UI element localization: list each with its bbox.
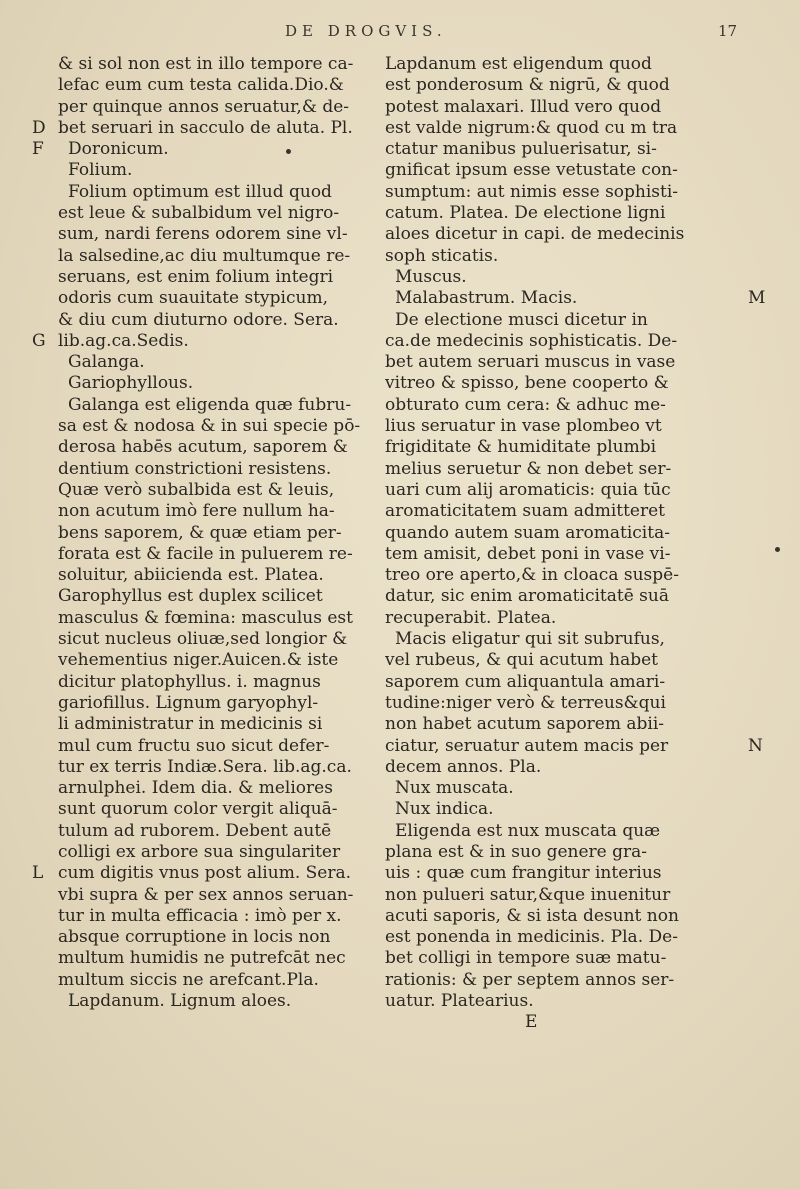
left-column-line: Garophyllus est duplex scilicet (58, 586, 323, 607)
left-column-line: derosa habēs acutum, saporem & (58, 437, 348, 458)
left-column-line: Gariophyllous. (68, 373, 194, 394)
left-column-line: bet seruari in sacculo de aluta. Pl. (58, 117, 353, 138)
left-column-line: multum siccis ne arefcant.Pla. (58, 969, 319, 990)
right-column (385, 54, 700, 1034)
left-column-line: vbi supra & per sex annos seruan- (58, 884, 354, 905)
left-column-line: gariofillus. Lignum garyophyl- (58, 692, 319, 713)
left-column-line: & diu cum diuturno odore. Sera. (58, 309, 339, 330)
right-column-line: obturato cum cera: & adhuc me- (385, 394, 666, 415)
left-column-line: lib.ag.ca.Sedis. (58, 330, 189, 351)
left-column-line: sunt quorum color vergit aliquā- (58, 799, 338, 820)
left-column-line: la salsedine,ac diu multumque re- (58, 245, 351, 266)
right-column-line: recuperabit. Platea. (385, 607, 557, 628)
right-column-line: decem annos. Pla. (385, 756, 542, 777)
left-column-line: soluitur, abiicienda est. Platea. (58, 565, 324, 586)
right-column-line: bet autem seruari muscus in vase (385, 352, 676, 373)
right-column-line: tem amisit, debet poni in vase vi- (385, 543, 671, 564)
left-column-line: tulum ad ruborem. Debent autē (58, 820, 332, 841)
right-column-line: sumptum: aut nimis esse sophisti- (385, 181, 679, 202)
right-column-line: uari cum alij aromaticis: quia tūc (385, 479, 671, 500)
right-column-line: rationis: & per septem annos ser- (385, 969, 675, 990)
right-column-line: Muscus. (395, 266, 467, 287)
left-column-line: cum digitis vnus post alium. Sera. (58, 863, 351, 884)
right-column-line: non habet acutum saporem abii- (385, 714, 665, 735)
right-column-line: Eligenda est nux muscata quæ (395, 820, 661, 841)
right-column-line: melius seruetur & non debet ser- (385, 458, 672, 479)
right-column-line: bet colligi in tempore suæ matu- (385, 948, 667, 969)
right-column-line: acuti saporis, & si ista desunt non (385, 905, 679, 926)
right-column-line: aromaticitatem suam admitteret (385, 501, 666, 522)
left-column-line: absque corruptione in locis non (58, 927, 331, 948)
right-column-line: uatur. Platearius. (385, 991, 534, 1012)
left-column-line: masculus & fœmina: masculus est (58, 607, 353, 628)
ink-blot (775, 547, 780, 552)
right-column-line: soph sticatis. (385, 245, 499, 266)
left-margin-letter: L (32, 863, 44, 884)
left-column-line: Galanga est eligenda quæ fubru- (68, 394, 352, 415)
right-column-line: aloes dicetur in capi. de medecinis (385, 224, 685, 245)
left-column-line: Folium optimum est illud quod (68, 181, 332, 202)
left-column-line: tur ex terris Indiæ.Sera. lib.ag.ca. (58, 756, 352, 777)
right-column-line: vitreo & spisso, bene cooperto & (385, 373, 669, 394)
right-column-line: ca.de medecinis sophisticatis. De- (385, 330, 678, 351)
left-column-line: sa est & nodosa & in sui specie pō- (58, 416, 361, 437)
right-column-line: plana est & in suo genere gra- (385, 841, 648, 862)
right-column-line: Lapdanum est eligendum quod (385, 54, 652, 74)
running-head: DE DROGVIS. (285, 22, 447, 40)
right-column-line: E (525, 1012, 538, 1033)
right-column-line: saporem cum aliquantula amari- (385, 671, 666, 692)
left-column-line: tur in multa efficacia : imò per x. (58, 905, 342, 926)
left-column-line: dicitur platophyllus. i. magnus (58, 671, 321, 692)
left-column-line: vehementius niger.Auicen.& iste (58, 650, 339, 671)
right-column-line: est valde nigrum:& quod cu m tra (385, 117, 678, 138)
left-column-line: forata est & facile in puluerem re- (58, 543, 353, 564)
left-column-line: mul cum fructu suo sicut defer- (58, 735, 330, 756)
left-margin-letter: G (32, 330, 46, 351)
left-column-line: Lapdanum. Lignum aloes. (68, 991, 292, 1012)
left-column-line: dentium constrictioni resistens. (58, 458, 332, 479)
right-column-line: lius seruatur in vase plombeo vt (385, 416, 662, 437)
right-column-line: est ponenda in medicinis. Pla. De- (385, 927, 678, 948)
right-column-line: Macis eligatur qui sit subrufus, (395, 629, 665, 650)
left-column-line: sicut nucleus oliuæ,sed longior & (58, 629, 348, 650)
right-column-line: treo ore aperto,& in cloaca suspē- (385, 565, 679, 586)
left-column-line: Folium. (68, 160, 133, 181)
right-margin-letter: M (748, 288, 766, 309)
left-column-line: Quæ verò subalbida est & leuis, (58, 479, 335, 500)
left-column-line: per quinque annos seruatur,& de- (58, 96, 350, 117)
right-column-line: Nux indica. (395, 799, 494, 820)
left-margin-letter: D (32, 117, 46, 138)
left-column-line: bens saporem, & quæ etiam per- (58, 522, 342, 543)
left-column-line: Doronicum. (68, 139, 169, 160)
right-column-line: ciatur, seruatur autem macis per (385, 735, 669, 756)
right-column-line: potest malaxari. Illud vero quod (385, 96, 662, 117)
left-column-line: lefac eum cum testa calida.Dio.& (58, 75, 344, 96)
right-column-line: uis : quæ cum frangitur interius (385, 863, 662, 884)
left-column-line: seruans, est enim folium integri (58, 266, 334, 287)
right-column-line: vel rubeus, & qui acutum habet (385, 650, 658, 671)
right-column-line: frigiditate & humiditate plumbi (385, 437, 657, 458)
left-column-line: odoris cum suauitate stypicum, (58, 288, 328, 309)
page-number: 17 (718, 22, 738, 40)
right-column-line: catum. Platea. De electione ligni (385, 203, 666, 224)
right-column-line: Nux muscata. (395, 778, 514, 799)
right-margin-letter: N (748, 735, 763, 756)
left-column-line: est leue & subalbidum vel nigro- (58, 203, 340, 224)
left-column-line: arnulphei. Idem dia. & meliores (58, 778, 333, 799)
page-header (0, 20, 800, 50)
right-column-line: gnificat ipsum esse vetustate con- (385, 160, 678, 181)
left-column-line: & si sol non est in illo tempore ca- (58, 54, 354, 74)
left-column-line: Galanga. (68, 352, 145, 373)
left-column-line: non acutum imò fere nullum ha- (58, 501, 335, 522)
left-column (58, 54, 362, 1012)
right-column-line: quando autem suam aromaticita- (385, 522, 670, 543)
right-column-line: tudine:niger verò & terreus&qui (385, 692, 666, 713)
left-margin-letter: F (32, 139, 44, 160)
right-column-line: De electione musci dicetur in (395, 309, 648, 330)
right-column-line: datur, sic enim aromaticitatē suā (385, 586, 669, 607)
left-column-line: colligi ex arbore sua singulariter (58, 841, 341, 862)
left-column-line: multum humidis ne putrefcāt nec (58, 948, 346, 969)
right-column-line: ctatur manibus puluerisatur, si- (385, 139, 657, 160)
ink-blot (286, 149, 291, 154)
right-column-line: est ponderosum & nigrū, & quod (385, 75, 670, 96)
left-column-line: li administratur in medicinis si (58, 714, 323, 735)
right-column-line: Malabastrum. Macis. (395, 288, 578, 309)
right-column-line: non pulueri satur,&que inuenitur (385, 884, 671, 905)
left-column-line: sum, nardi ferens odorem sine vl- (58, 224, 348, 245)
